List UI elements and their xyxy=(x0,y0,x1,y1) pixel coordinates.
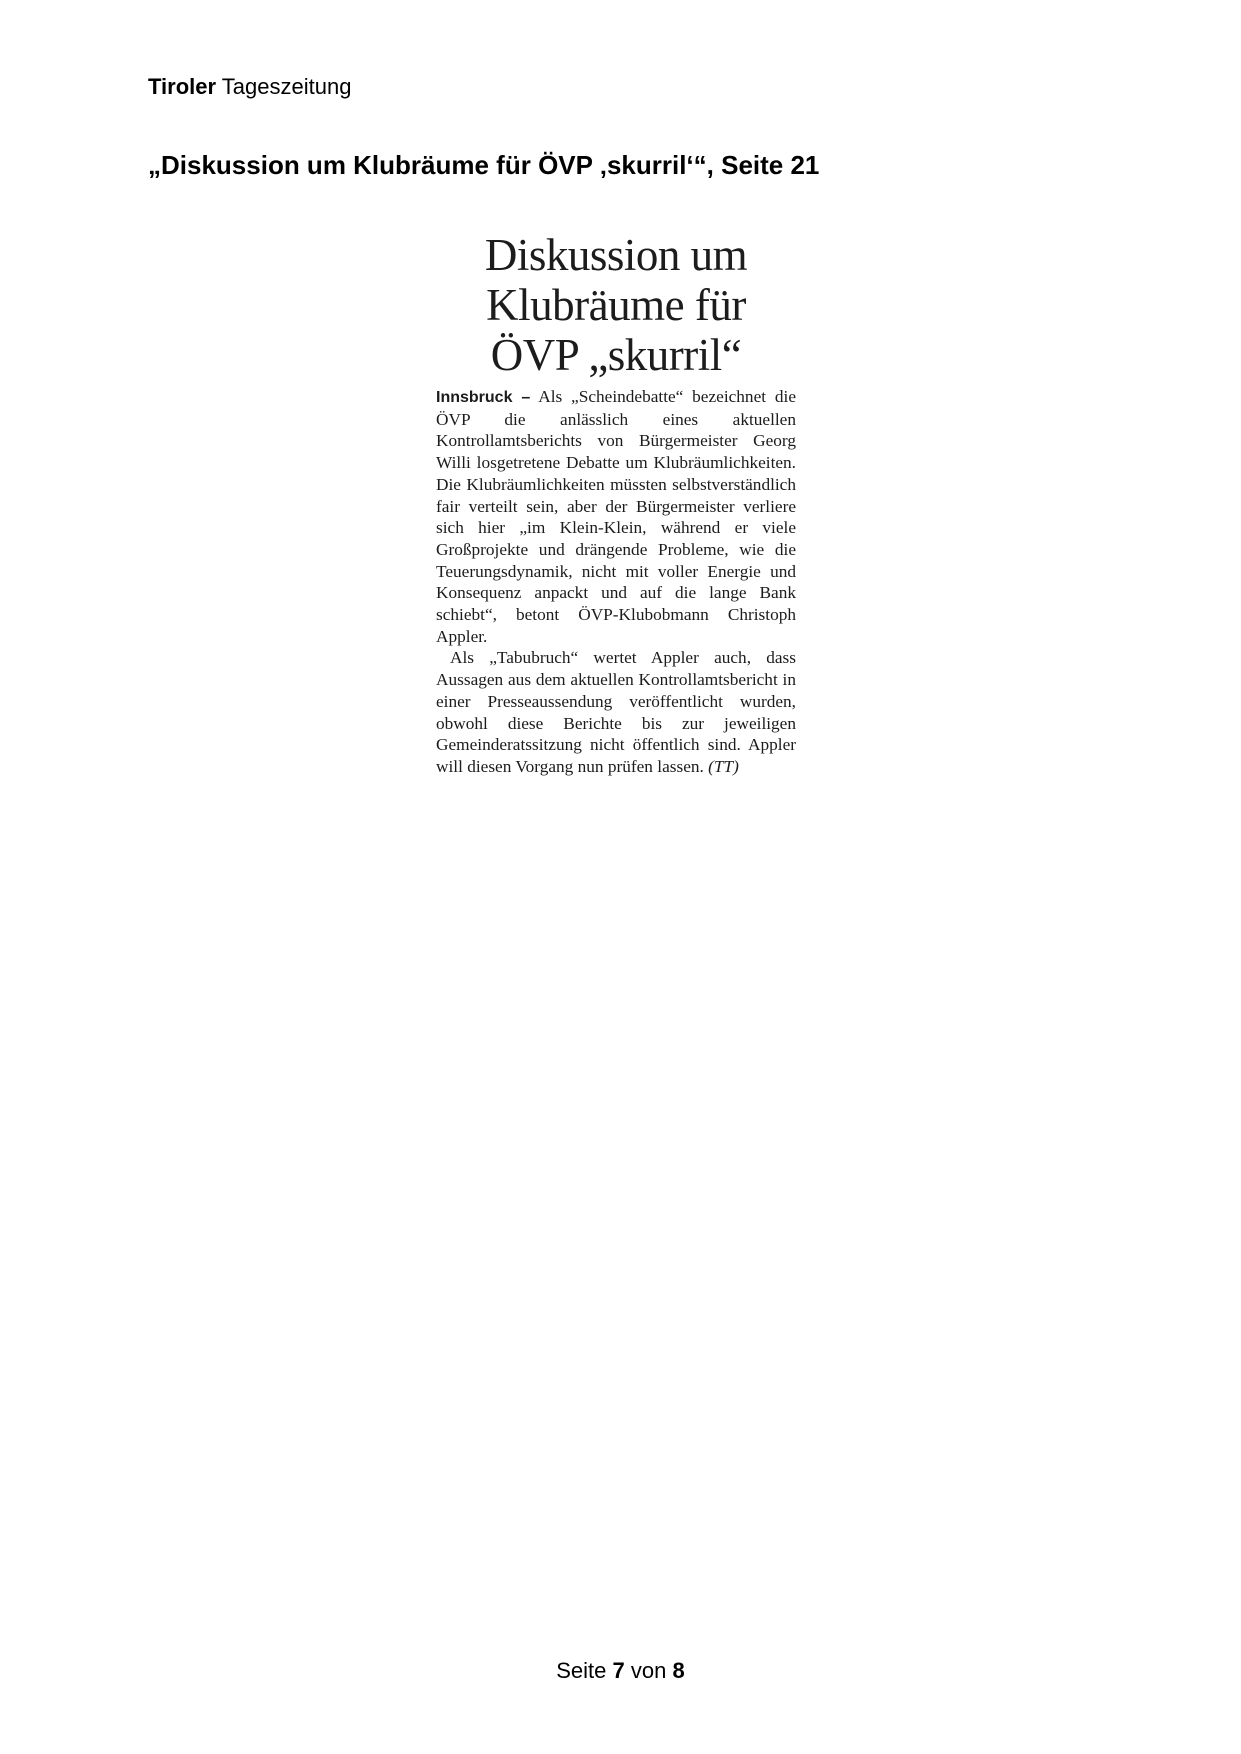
publication-name-regular: Tageszeitung xyxy=(221,74,352,99)
article-paragraph-1 xyxy=(436,386,796,647)
publication-name-bold: Tiroler xyxy=(148,74,217,99)
page-label: Seite xyxy=(556,1658,607,1683)
page-total: 8 xyxy=(672,1658,685,1683)
headline-line-1: Diskussion um xyxy=(484,230,748,280)
article-paragraph-1-text: Als „Scheindebatte“ bezeichnet die ÖVP die anlässlich eines aktuellen Kontrollamtsberichts von Bürgermeister Georg Willi losgetretene Debatte um Klubräumlichkeiten. Die Klubräumlichkeiten müssten selbstverständlich fair verteilt sein, aber der Bürgermeister verliere sich hier „im Klein-Klein, während er viele Großprojekte und drängende Probleme, wie die Teuerungsdynamik, nicht mit voller Energie und Konsequenz anpackt und auf die lange Bank schiebt“, betont ÖVP-Klubobmann Christoph Appler. xyxy=(436,387,796,646)
publication-name xyxy=(148,72,351,102)
article-credit: (TT) xyxy=(708,756,739,776)
article-headline xyxy=(436,230,796,380)
article-body xyxy=(436,386,796,778)
article-paragraph-2-text: Als „Tabubruch“ wertet Appler auch, dass Aussagen aus dem aktuellen Kontrollamtsbericht in einer Presseaussendung veröffentlicht wurden, obwohl diese Berichte bis zur jeweiligen Gemeinderatssitzung nicht öffentlich sind. Appler will diesen Vorgang nun prüfen lassen. xyxy=(436,648,796,776)
headline-line-3: ÖVP „skurril“ xyxy=(490,330,742,380)
article-clipping xyxy=(436,230,796,778)
document-title: „Diskussion um Klubräume für ÖVP ‚skurril‘“, Seite 21 xyxy=(148,150,820,180)
article-dateline: Innsbruck – xyxy=(436,389,531,406)
page-separator: von xyxy=(630,1658,667,1683)
page-footer xyxy=(0,1656,1241,1686)
article-paragraph-2 xyxy=(436,647,796,777)
headline-line-2: Klubräume für xyxy=(486,280,746,330)
page-current: 7 xyxy=(612,1658,625,1683)
